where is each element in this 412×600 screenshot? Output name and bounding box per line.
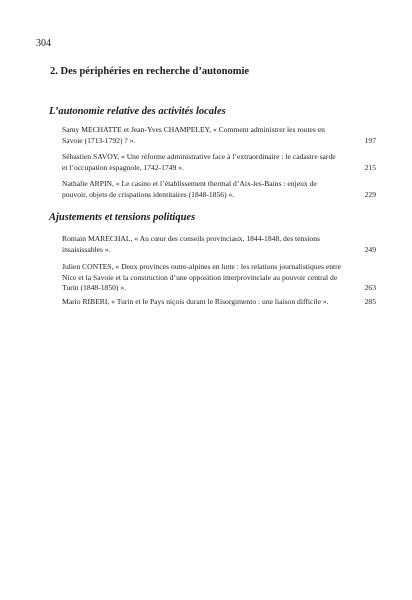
toc-entry-page-marechal: 249 [364, 244, 376, 254]
section-heading: 2. Des périphéries en recherche d’autonomie [50, 66, 250, 77]
toc-entry-page-savoy: 215 [364, 162, 376, 172]
page-number: 304 [36, 38, 51, 49]
toc-entry-riberi: Mario RIBERI, « Turin et le Pays niçois durant le Risorgimento : une liaison difficile ». [62, 297, 329, 306]
toc-entry-mechatte: Samy MECHATTE et Jean-Yves CHAMPELEY, « Comment administrer les routes en Savoie (1713-1792) ? ». [62, 125, 325, 145]
toc-entry-page-mechatte: 197 [364, 135, 376, 145]
toc-entry-contes: Julien CONTES, « Deux provinces outre-alpines en lutte : les relations journalistiques entre Nice et la Savoie et la construction d’une opposition interprovinciale au pouvoir central de Turin (1848-1850) ». [62, 262, 342, 293]
toc-entry-marechal: Romain MARECHAL, « Au cœur des conseils provinciaux, 1844-1848, des tensions insaisissables ». [62, 234, 320, 254]
group-heading-political-tensions: Ajustements et tensions politiques [49, 212, 196, 223]
toc-entry-page-contes: 263 [364, 283, 376, 293]
toc-entry-page-arpin: 229 [364, 189, 376, 199]
toc-entry-page-riberi: 285 [364, 297, 376, 306]
toc-entry-arpin: Nathalie ARPIN, « Le casino et l’établissement thermal d’Aix-les-Bains : enjeux de pouvoir, objets de crispations identitaires (1848-1856) ». [62, 179, 317, 199]
group-heading-local-activities: L’autonomie relative des activités locales [49, 106, 226, 117]
toc-entry-savoy: Sébastien SAVOY, « Une réforme administrative face à l’extraordinaire : le cadastre sarde et l’occupation espagnole, 1742-1749 ». [62, 152, 336, 172]
